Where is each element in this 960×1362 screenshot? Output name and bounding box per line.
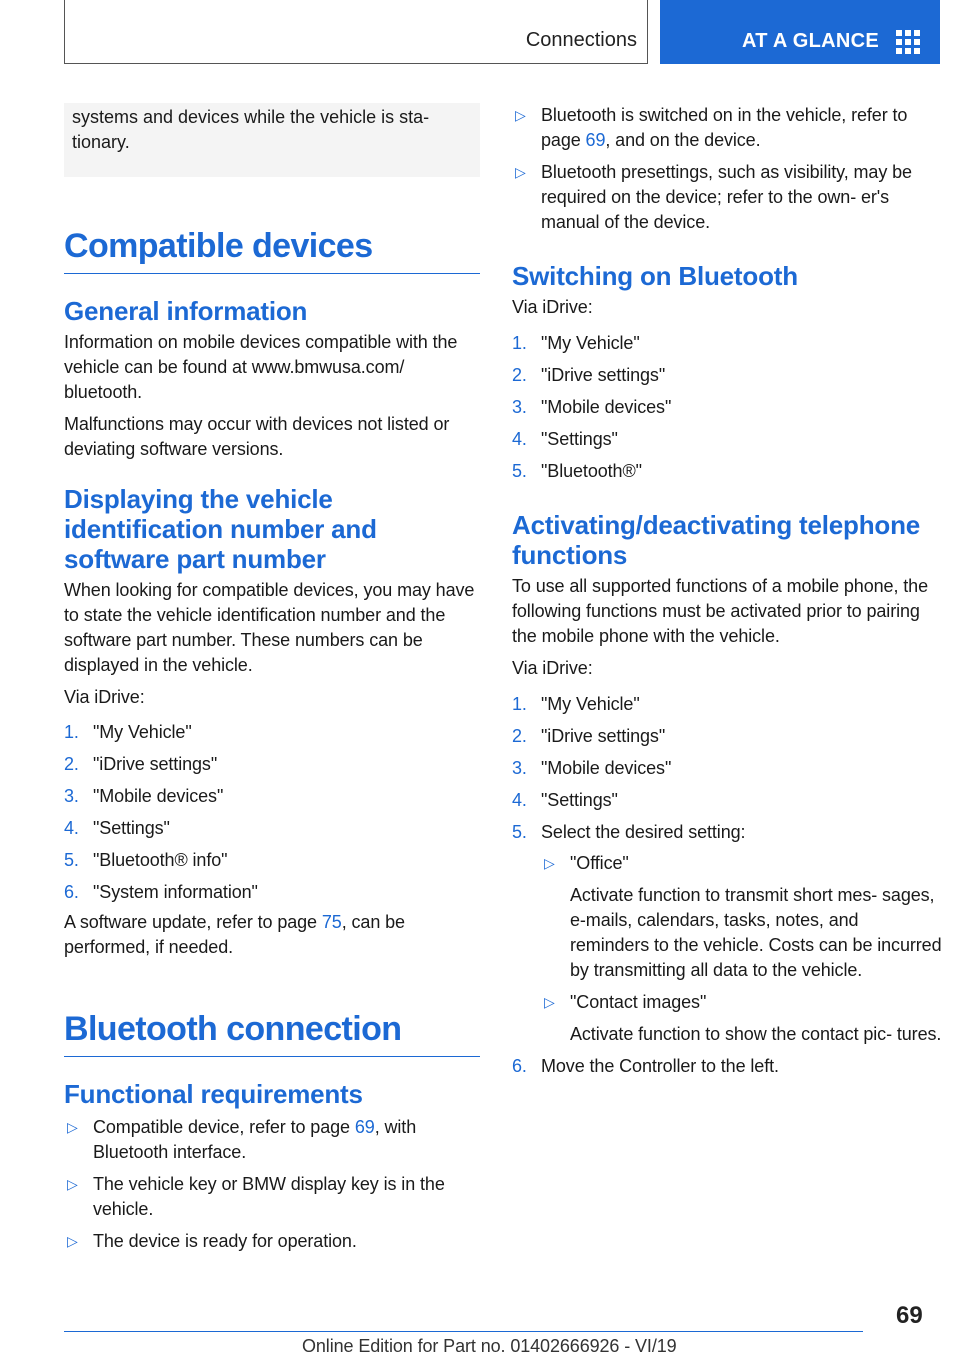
via-idrive-label-2: Via iDrive: [512,658,593,678]
step-text: Move the Controller to the left. [541,1056,779,1076]
list-item [512,724,942,749]
step-text: "Settings" [541,429,618,449]
triangle-right-icon: ▷ [544,994,555,1010]
list-item [512,692,942,717]
req-text: The device is ready for operation. [93,1231,357,1251]
list-item [512,1054,942,1079]
update-text: A software update, refer to page [64,912,322,932]
page-link-69[interactable]: 69 [585,130,606,150]
list-item [512,160,942,235]
bluetooth-steps-list [512,331,942,484]
step-number: 1. [64,722,79,742]
displaying-paragraph: When looking for compatible devices, you may have to state the vehicle identification number and the software part number. These numbers can be displayed in the vehicle. [64,580,475,675]
via-idrive-label: Via iDrive: [64,687,145,707]
req-text-end: , and on the device. [605,130,761,150]
step-number: 2. [512,726,527,746]
step-text: "Mobile devices" [93,786,224,806]
list-item [512,459,942,484]
list-item [64,752,480,777]
step-number: 4. [512,429,527,449]
settings-sublist [541,851,942,1047]
activating-paragraph: To use all supported functions of a mobile phone, the following functions must be activated prior to pairing the mobile phone with the vehicle. [512,576,928,646]
triangle-right-icon: ▷ [515,164,526,180]
list-item [512,103,942,153]
heading-functional-requirements: Functional requirements [64,1079,363,1109]
step-number: 3. [64,786,79,806]
step-text: "My Vehicle" [541,333,640,353]
list-item [541,990,942,1047]
step-text: "iDrive settings" [93,754,218,774]
step-text: "Bluetooth®" [541,461,642,481]
step-number: 6. [64,882,79,902]
step-number: 3. [512,758,527,778]
step-text: "Mobile devices" [541,397,672,417]
header-section-box [64,0,648,64]
general-paragraph-1: Information on mobile devices compatible with the vehicle can be found at www.bmwusa.com/ bluetooth. [64,332,458,402]
heading-switching-on-bluetooth: Switching on Bluetooth [512,261,798,291]
step-text: "Settings" [93,818,170,838]
note-text: systems and devices while the vehicle is sta- tionary. [72,107,430,152]
setting-description-contact-images: Activate function to show the contact pic- tures. [570,1024,942,1044]
list-item [64,880,480,905]
list-item [541,851,942,983]
vin-steps-list [64,720,480,905]
req-text: Compatible device, refer to page [93,1117,355,1137]
req-text: Bluetooth presettings, such as visibility, may be required on the device; refer to the own- er's manual of the device. [541,162,912,232]
step-number: 2. [64,754,79,774]
step-number: 2. [512,365,527,385]
step-number: 1. [512,694,527,714]
step-number: 3. [512,397,527,417]
req-text: The vehicle key or BMW display key is in the vehicle. [93,1174,445,1219]
step-text: "System information" [93,882,258,902]
requirements-list-continued [512,103,942,235]
list-item [512,331,942,356]
step-text: "Settings" [541,790,618,810]
header-chapter-title: AT A GLANCE [742,30,879,52]
right-column [512,103,942,1086]
list-item [512,788,942,813]
req-text-end: , with Bluetooth interface. [93,1117,417,1162]
list-item [512,820,942,1047]
page-link-75[interactable]: 75 [321,912,342,932]
triangle-right-icon: ▷ [67,1233,78,1249]
heading-activating-telephone-functions: Activating/deactivating telephone functions [512,510,921,570]
list-item [512,363,942,388]
list-item [512,427,942,452]
list-item [64,720,480,745]
triangle-right-icon: ▷ [67,1119,78,1135]
list-item [64,848,480,873]
page-link-69[interactable]: 69 [354,1117,375,1137]
heading-compatible-devices: Compatible devices [64,221,480,274]
software-update-paragraph [64,910,480,960]
via-idrive-label: Via iDrive: [512,297,593,317]
triangle-right-icon: ▷ [67,1176,78,1192]
step-number: 5. [64,850,79,870]
step-text: "My Vehicle" [93,722,192,742]
triangle-right-icon: ▷ [515,107,526,123]
heading-bluetooth-connection: Bluetooth connection [64,1004,480,1057]
list-item [64,1172,480,1222]
heading-displaying-vin: Displaying the vehicle identification number and software part number [64,484,377,574]
page-number: 69 [896,1302,923,1329]
step-number: 4. [64,818,79,838]
step-number: 5. [512,822,527,842]
req-text: Bluetooth is switched on in the vehicle, refer to page [541,105,908,150]
list-item [64,1229,480,1254]
list-item [512,395,942,420]
step-text: "Bluetooth® info" [93,850,228,870]
list-item [64,1115,480,1165]
heading-general-information: General information [64,296,308,326]
left-column [64,103,480,1261]
setting-description-office: Activate function to transmit short mes- sages, e-mails, calendars, tasks, notes, and reminders to the vehicle. Costs can be incurred by transmitting all data to the vehicle. [570,885,942,980]
note-box [64,103,480,177]
step-text: "iDrive settings" [541,726,666,746]
list-item [512,756,942,781]
setting-label-contact-images: "Contact images" [570,992,707,1012]
triangle-right-icon: ▷ [544,855,555,871]
step-text: "iDrive settings" [541,365,666,385]
step-number: 6. [512,1056,527,1076]
list-item [64,816,480,841]
step-text: "Mobile devices" [541,758,672,778]
requirements-list [64,1115,480,1254]
step-number: 5. [512,461,527,481]
step-number: 1. [512,333,527,353]
header-chapter-tab[interactable] [660,0,940,64]
grid-icon [896,30,920,52]
step-text: "My Vehicle" [541,694,640,714]
setting-label-office: "Office" [570,853,629,873]
list-item [64,784,480,809]
update-text-end: , can be performed, if needed. [64,912,405,957]
telephone-steps-list [512,692,942,1079]
footer-divider [64,1331,863,1332]
step-number: 4. [512,790,527,810]
footer-edition: Online Edition for Part no. 01402666926 - VI/19 [302,1336,677,1356]
general-paragraph-2: Malfunctions may occur with devices not listed or deviating software versions. [64,414,450,459]
step-text: Select the desired setting: [541,822,746,842]
header-section-title: Connections [525,29,637,51]
